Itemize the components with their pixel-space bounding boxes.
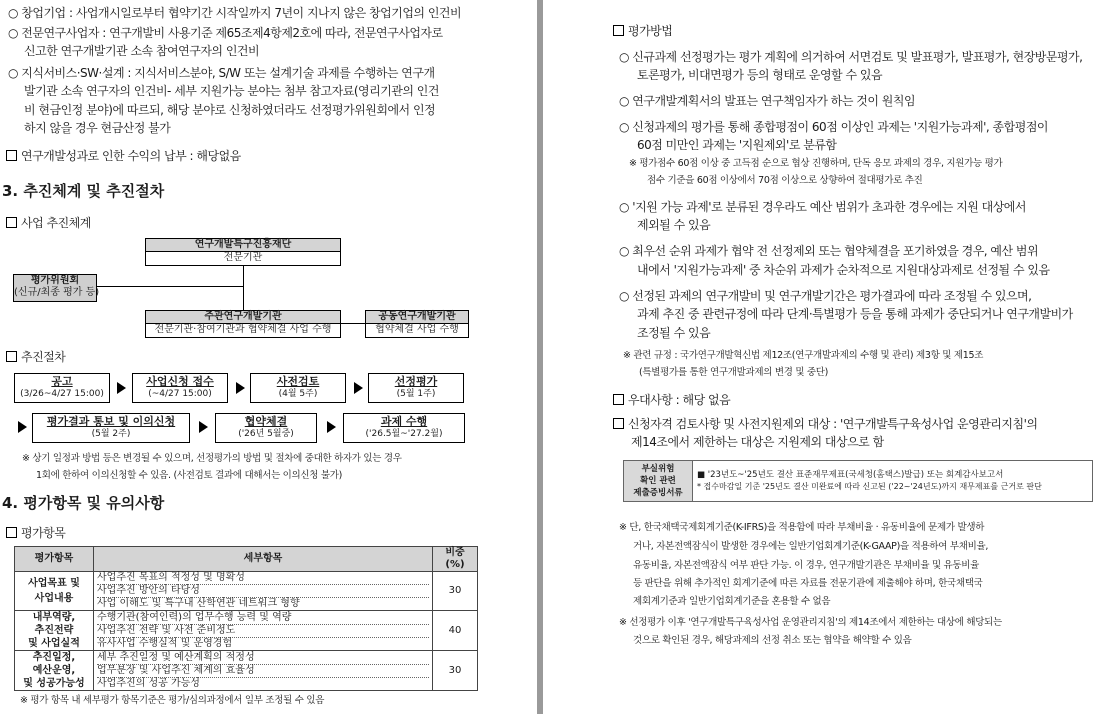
checkbox-icon xyxy=(6,217,17,228)
connector-line xyxy=(243,266,244,310)
final-note-2: 것으로 확인된 경우, 해당과제의 선정 취소 또는 협약을 해약할 수 있음 xyxy=(633,635,912,646)
section-4-title: 4. 평가항목 및 유의사항 xyxy=(2,494,165,512)
process-step-application: 사업신청 접수 (~4/27 15:00) xyxy=(132,373,228,403)
detail-item: 수행기관(참여인력)의 업무수행 능력 및 역량 xyxy=(97,612,429,625)
ifrs-note-4: 등 판단을 위해 추가적인 회계기준에 따른 자료를 전문기관에 제출해야 하며, 한국채택국 xyxy=(633,578,983,589)
arrow-right-icon xyxy=(199,421,208,433)
org-committee-box xyxy=(13,274,100,302)
ifrs-note-5: 제회계기준과 일반기업회계기준을 혼용할 수 없음 xyxy=(633,596,831,607)
checkbox-icon xyxy=(613,25,624,36)
bullet-knowledge-service-cont-2: 비 현금인정 분야)에 따르되, 해당 분야로 신청하였더라도 선정평가위원회에서 인정 xyxy=(24,103,436,117)
insolvency-label-cell: 부실위험 확인 관련 제출증빙서류 xyxy=(624,461,693,502)
table-row xyxy=(15,611,478,651)
final-note-1: ※ 선정평가 이후 '연구개발특구육성사업 운영관리지침'의 제14조에서 제한하는 대상에 해당되는 xyxy=(619,617,1002,628)
org-joint-institution-box xyxy=(365,310,469,338)
method-bullet-2: ○ 연구개발계획서의 발표는 연구책임자가 하는 것이 원칙임 xyxy=(619,94,916,108)
checkbox-icon xyxy=(6,351,17,362)
detail-items-cell xyxy=(94,651,433,691)
bullet-startup: ○ 창업기업 : 사업개시일로부터 협약기간 시작일까지 7년이 지나지 않은 창업기업의 인건비 xyxy=(8,6,462,20)
eligibility-line-2: 제14조에서 제한하는 대상은 지원제외 대상으로 함 xyxy=(631,435,884,449)
detail-items-cell xyxy=(94,611,433,651)
eval-method-title: 평가방법 xyxy=(613,22,672,40)
preference-line: 우대사항 : 해당 없음 xyxy=(613,391,730,409)
process-step-prereview: 사전검토 (4월 5주) xyxy=(250,373,346,403)
org-structure-label: 사업 추진체계 xyxy=(6,214,91,232)
connector-line xyxy=(341,323,365,324)
arrow-right-icon xyxy=(354,382,363,394)
checkbox-icon xyxy=(613,394,624,405)
org-lead-title: 주관연구개발기관 xyxy=(146,311,340,324)
process-note-2: 1회에 한하여 이의신청할 수 있음. (사전검토 결과에 대해서는 이의신청 불가) xyxy=(36,470,343,481)
process-step-result-notice: 평가결과 통보 및 이의신청 (5월 2주) xyxy=(32,413,190,443)
process-note-1: ※ 상기 일정과 방법 등은 변경될 수 있으며, 선정평가의 방법 및 절차에 중대한 하자가 있는 경우 xyxy=(22,453,402,464)
eligibility-line-1: 신청자격 검토사항 및 사전지원제외 대상 : '연구개발특구육성사업 운영관리지침'의 xyxy=(613,415,1037,433)
table-row xyxy=(15,572,478,611)
method-bullet-3: ○ 신청과제의 평가를 통해 종합평점이 60점 이상인 과제는 '지원가능과제', 종합평점이 xyxy=(619,120,1049,134)
bullet-research-provider-cont: 신고한 연구개발기관 소속 참여연구자의 인건비 xyxy=(24,44,260,58)
revenue-payment-line: 연구개발성과로 인한 수익의 납부 : 해당없음 xyxy=(6,147,241,165)
weight-cell: 30 xyxy=(433,572,478,611)
eval-items-label: 평가항목 xyxy=(6,524,65,542)
method-bullet-5-cont: 내에서 '지원가능과제' 중 차순위 과제가 순차적으로 지원대상과제로 선정될 수 있음 xyxy=(637,263,1050,277)
bullet-knowledge-service-cont-3: 하지 않을 경우 현금산정 불가 xyxy=(24,121,171,135)
bullet-knowledge-service: ○ 지식서비스·SW·설계 : 지식서비스분야, S/W 또는 설계기술 과제를 수행하는 연구개 xyxy=(8,66,435,80)
insolvency-line-2: * 접수마감일 기준 '25년도 결산 미완료에 따라 신고된 ('22~'24년도)까지 재무제표를 근거로 판단 xyxy=(697,482,1042,491)
arrow-right-icon xyxy=(236,382,245,394)
detail-item: 업무분장 및 사업추진 체계의 효율성 xyxy=(97,665,429,678)
insolvency-line-1: ■ '23년도~'25년도 결산 표준재무제표(국세청(홈택스)발급) 또는 회계감사보고서 xyxy=(697,470,1004,480)
category-cell: 사업목표 및 사업내용 xyxy=(15,572,94,611)
org-committee-sub: (신규/최종 평가 등) xyxy=(14,287,100,298)
table-header-row xyxy=(15,547,478,572)
org-joint-sub: 협약체결 사업 수행 xyxy=(375,324,459,335)
ifrs-note-3: 유동비율, 자본전액잠식 여부 판단 가능. 이 경우, 연구개발기관은 부채비율 및 유동비율 xyxy=(633,560,980,571)
table-row xyxy=(15,651,478,691)
category-cell: 내부역량, 추진전략 및 사업실적 xyxy=(15,611,94,651)
detail-item: 사업추진 목표의 적정성 및 명확성 xyxy=(97,572,429,585)
method-bullet-6: ○ 선정된 과제의 연구개발비 및 연구개발기간은 평가결과에 따라 조정될 수 있으며, xyxy=(619,289,1032,303)
detail-item: 사업추진의 성공 가능성 xyxy=(97,677,200,689)
rule-note-2: (특별평가를 통한 연구개발과제의 변경 및 중단) xyxy=(639,367,829,378)
section-3-title: 3. 추진체계 및 추진절차 xyxy=(2,182,165,200)
bullet-knowledge-service-cont-1: 발기관 소속 연구자의 인건비- 세부 지원가능 분야는 첨부 참고자료(영리기관의 인건 xyxy=(24,84,439,98)
method-bullet-4-cont: 제외될 수 있음 xyxy=(637,218,711,232)
org-lead-institution-box xyxy=(145,310,341,338)
method-bullet-6-cont-2: 조정될 수 있음 xyxy=(637,326,711,340)
score-note-2: 점수 기준을 60점 이상에서 70점 이상으로 상향하여 절대평가로 추진 xyxy=(647,175,923,186)
method-bullet-5: ○ 최우선 순위 과제가 협약 전 선정제외 또는 협약체결을 포기하였을 경우, 예산 범위 xyxy=(619,244,1039,258)
method-bullet-4: ○ '지원 가능 과제'로 분류된 경우라도 예산 범위가 초과한 경우에는 지원 대상에서 xyxy=(619,200,1026,214)
process-step-agreement: 협약체결 ('26년 5월중) xyxy=(215,413,317,443)
arrow-right-icon xyxy=(18,421,27,433)
process-step-selection: 선정평가 (5월 1주) xyxy=(368,373,464,403)
evaluation-table xyxy=(14,546,478,691)
weight-cell: 30 xyxy=(433,651,478,691)
connector-line xyxy=(97,286,244,287)
table-row xyxy=(624,461,1093,502)
process-step-announcement: 공고 (3/26~4/27 15:00) xyxy=(14,373,110,403)
weight-cell: 40 xyxy=(433,611,478,651)
category-cell: 추진일정, 예산운영, 및 성공가능성 xyxy=(15,651,94,691)
detail-item: 사업추진 전략 및 사전 준비정도 xyxy=(97,625,429,638)
method-bullet-1-cont: 토론평가, 비대면평가 등의 형태로 운영할 수 있음 xyxy=(637,68,883,82)
score-note-1: ※ 평가점수 60점 이상 중 고득점 순으로 협상 진행하며, 단독 응모 과제의 경우, 지원가능 평가 xyxy=(629,158,1003,169)
method-bullet-6-cont-1: 과제 추진 중 관련규정에 따라 단계·특별평가 등을 통해 과제가 중단되거나 연구개발비가 xyxy=(637,307,1073,321)
checkbox-icon xyxy=(6,527,17,538)
column-header: 비중(%) xyxy=(433,547,478,572)
bullet-research-provider: ○ 전문연구사업자 : 연구개발비 사용기준 제65조제4항제2호에 따라, 전문연구사업자로 xyxy=(8,26,443,40)
detail-items-cell xyxy=(94,572,433,611)
process-label: 추진절차 xyxy=(6,348,65,366)
document-page-left xyxy=(0,0,537,714)
detail-item: 사업추진 방안의 타당성 xyxy=(97,585,429,598)
ifrs-note-1: ※ 단, 한국채택국제회계기준(K-IFRS)을 적용함에 따라 부채비율 · 유동비율에 문제가 발생하 xyxy=(619,522,985,533)
eval-note: ※ 평가 항목 내 세부평가 항목기준은 평가/심의과정에서 일부 조정될 수 있음 xyxy=(20,695,325,706)
org-foundation-title: 연구개발특구진흥재단 xyxy=(146,239,340,252)
detail-item: 세부 추진일정 및 예산계획의 적정성 xyxy=(97,652,429,665)
method-bullet-3-cont: 60점 미만인 과제는 '지원제외'로 분류함 xyxy=(637,138,837,152)
arrow-right-icon xyxy=(117,382,126,394)
insolvency-docs-table xyxy=(623,460,1093,502)
arrow-right-icon xyxy=(327,421,336,433)
method-bullet-1: ○ 신규과제 선정평가는 평가 계획에 의거하여 서면검토 및 발표평가, 발표평가, 현장방문평가, xyxy=(619,50,1083,64)
org-foundation-sub: 전문기관 xyxy=(223,252,263,263)
org-lead-sub: 전문기관·참여기관과 협약체결 사업 수행 xyxy=(154,324,332,335)
org-committee-title: 평가위원회 xyxy=(30,275,80,286)
document-page-right xyxy=(543,0,1097,714)
org-foundation-box xyxy=(145,238,341,266)
column-header: 평가항목 xyxy=(15,547,94,572)
insolvency-content-cell xyxy=(693,461,1093,502)
org-joint-title: 공동연구개발기관 xyxy=(366,311,468,324)
ifrs-note-2: 거나, 자본전액잠식이 발생한 경우에는 일반기업회계기준(K-GAAP)을 적용하여 부채비율, xyxy=(633,541,989,552)
checkbox-icon xyxy=(6,150,17,161)
detail-item: 유사사업 수행실적 및 운영경험 xyxy=(97,637,233,649)
checkbox-icon xyxy=(613,418,624,429)
process-step-execution: 과제 수행 ('26.5월~'27.2월) xyxy=(343,413,465,443)
column-header: 세부항목 xyxy=(94,547,433,572)
detail-item: 사업 이해도 및 특구내 산학연관 네트워크 형향 xyxy=(97,598,300,609)
rule-note-1: ※ 관련 규정 : 국가연구개발혁신법 제12조(연구개발과제의 수행 및 관리) 제3항 및 제15조 xyxy=(623,350,984,361)
